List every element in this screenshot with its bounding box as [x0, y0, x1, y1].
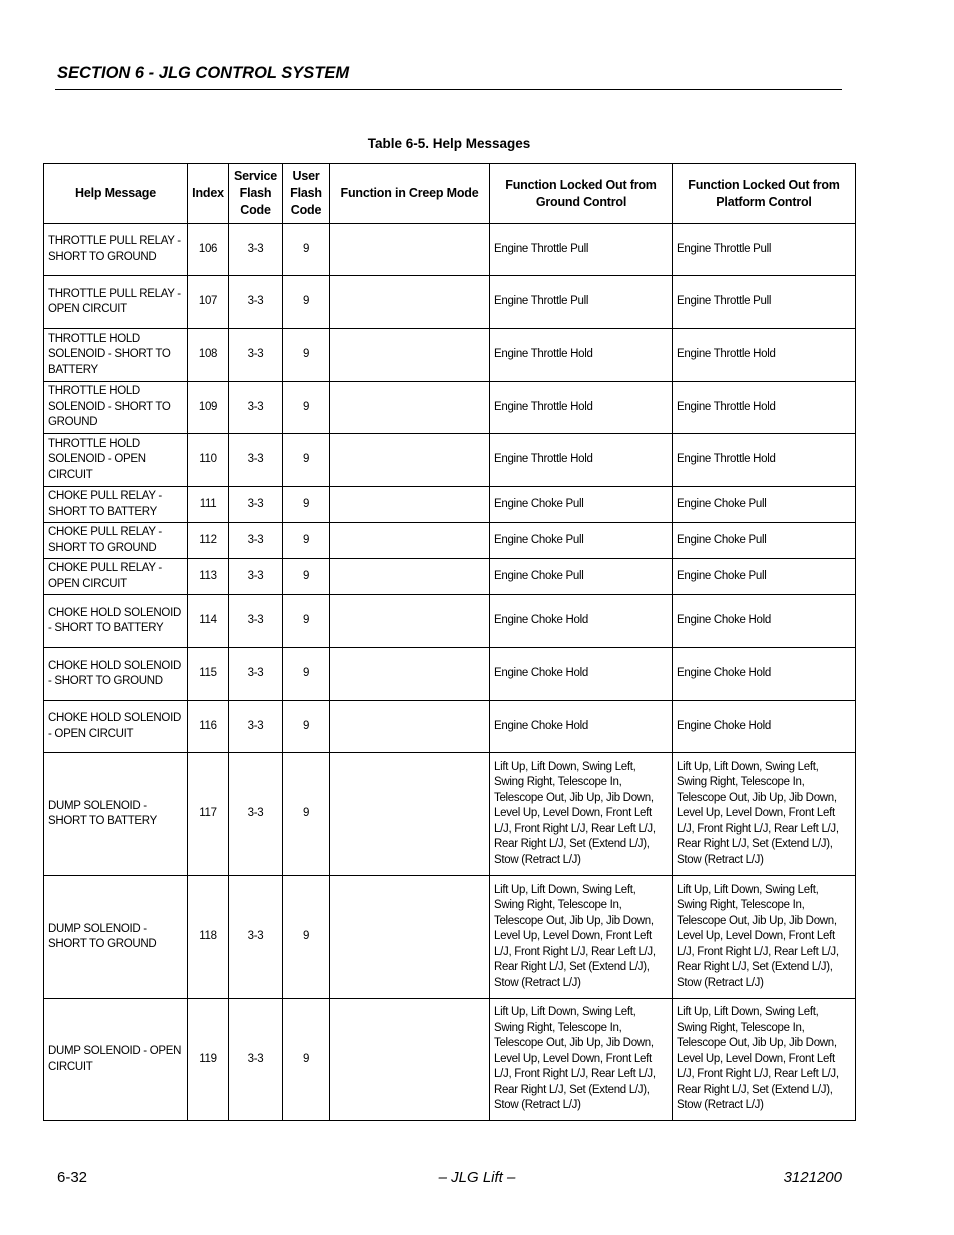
table-row [44, 487, 856, 523]
user-flash-code: 9 [283, 876, 330, 999]
help-message: DUMP SOLENOID - OPEN CIRCUIT [44, 999, 188, 1121]
help-message: THROTTLE HOLD SOLENOID - SHORT TO GROUND [44, 382, 188, 434]
platform-lockout: Engine Choke Pull [673, 523, 856, 559]
service-flash-code: 3-3 [229, 753, 283, 876]
help-message: CHOKE HOLD SOLENOID - SHORT TO BATTERY [44, 595, 188, 648]
table-row [44, 876, 856, 999]
help-message: CHOKE HOLD SOLENOID - SHORT TO GROUND [44, 648, 188, 701]
table-row [44, 329, 856, 382]
table-row [44, 648, 856, 701]
index: 118 [188, 876, 229, 999]
table-row [44, 523, 856, 559]
service-flash-code: 3-3 [229, 487, 283, 523]
creep-mode [330, 648, 490, 701]
header-creep-mode: Function in Creep Mode [330, 164, 490, 224]
index: 112 [188, 523, 229, 559]
service-flash-code: 3-3 [229, 595, 283, 648]
index: 114 [188, 595, 229, 648]
index: 106 [188, 224, 229, 276]
table-row [44, 595, 856, 648]
creep-mode [330, 595, 490, 648]
creep-mode [330, 701, 490, 753]
header-service-flash-code: Service Flash Code [229, 164, 283, 224]
service-flash-code: 3-3 [229, 648, 283, 701]
table-row [44, 276, 856, 329]
user-flash-code: 9 [283, 382, 330, 434]
index: 107 [188, 276, 229, 329]
ground-lockout: Engine Choke Pull [490, 559, 673, 595]
platform-lockout: Engine Choke Hold [673, 648, 856, 701]
table-header-row [44, 164, 856, 224]
user-flash-code: 9 [283, 559, 330, 595]
index: 115 [188, 648, 229, 701]
creep-mode [330, 276, 490, 329]
creep-mode [330, 329, 490, 382]
service-flash-code: 3-3 [229, 224, 283, 276]
creep-mode [330, 382, 490, 434]
platform-lockout: Engine Throttle Hold [673, 434, 856, 487]
help-message: THROTTLE HOLD SOLENOID - OPEN CIRCUIT [44, 434, 188, 487]
user-flash-code: 9 [283, 434, 330, 487]
index: 117 [188, 753, 229, 876]
platform-lockout: Engine Choke Pull [673, 559, 856, 595]
table-row [44, 382, 856, 434]
document-number: 3121200 [783, 1169, 842, 1186]
ground-lockout: Engine Choke Hold [490, 701, 673, 753]
service-flash-code: 3-3 [229, 701, 283, 753]
ground-lockout: Lift Up, Lift Down, Swing Left, Swing Right, Telescope In, Telescope Out, Jib Up, Jib Down, Level Up, Level Down, Front Left L/J, Front Right L/J, Rear Left L/J, Rear Right L/J, Set (Extend L/J), Stow (Retract L/J) [490, 876, 673, 999]
platform-lockout: Lift Up, Lift Down, Swing Left, Swing Right, Telescope In, Telescope Out, Jib Up, Jib Down, Level Up, Level Down, Front Left L/J, Front Right L/J, Rear Left L/J, Rear Right L/J, Set (Extend L/J), Stow (Retract L/J) [673, 999, 856, 1121]
index: 109 [188, 382, 229, 434]
ground-lockout: Engine Choke Hold [490, 595, 673, 648]
creep-mode [330, 487, 490, 523]
platform-lockout: Engine Throttle Pull [673, 224, 856, 276]
service-flash-code: 3-3 [229, 329, 283, 382]
footer-brand: – JLG Lift – [438, 1169, 516, 1186]
index: 111 [188, 487, 229, 523]
creep-mode [330, 999, 490, 1121]
service-flash-code: 3-3 [229, 876, 283, 999]
help-messages-table [43, 163, 856, 1121]
ground-lockout: Lift Up, Lift Down, Swing Left, Swing Right, Telescope In, Telescope Out, Jib Up, Jib Down, Level Up, Level Down, Front Left L/J, Front Right L/J, Rear Left L/J, Rear Right L/J, Set (Extend L/J), Stow (Retract L/J) [490, 753, 673, 876]
help-message: DUMP SOLENOID - SHORT TO BATTERY [44, 753, 188, 876]
help-message: CHOKE PULL RELAY - SHORT TO BATTERY [44, 487, 188, 523]
section-title: SECTION 6 - JLG CONTROL SYSTEM [57, 64, 350, 82]
user-flash-code: 9 [283, 648, 330, 701]
user-flash-code: 9 [283, 276, 330, 329]
ground-lockout: Engine Throttle Pull [490, 276, 673, 329]
platform-lockout: Engine Throttle Pull [673, 276, 856, 329]
ground-lockout: Engine Choke Pull [490, 523, 673, 559]
ground-lockout: Engine Choke Hold [490, 648, 673, 701]
table-row [44, 434, 856, 487]
table-caption: Table 6-5. Help Messages [367, 136, 531, 151]
platform-lockout: Engine Throttle Hold [673, 382, 856, 434]
platform-lockout: Engine Choke Hold [673, 701, 856, 753]
header-help-message: Help Message [44, 164, 188, 224]
platform-lockout: Lift Up, Lift Down, Swing Left, Swing Right, Telescope In, Telescope Out, Jib Up, Jib Down, Level Up, Level Down, Front Left L/J, Front Right L/J, Rear Left L/J, Rear Right L/J, Set (Extend L/J), Stow (Retract L/J) [673, 876, 856, 999]
user-flash-code: 9 [283, 487, 330, 523]
creep-mode [330, 753, 490, 876]
user-flash-code: 9 [283, 329, 330, 382]
creep-mode [330, 523, 490, 559]
index: 110 [188, 434, 229, 487]
platform-lockout: Engine Choke Hold [673, 595, 856, 648]
header-ground-lockout: Function Locked Out from Ground Control [490, 164, 673, 224]
table-row [44, 999, 856, 1121]
index: 119 [188, 999, 229, 1121]
user-flash-code: 9 [283, 224, 330, 276]
table-row [44, 701, 856, 753]
ground-lockout: Engine Choke Pull [490, 487, 673, 523]
creep-mode [330, 434, 490, 487]
index: 116 [188, 701, 229, 753]
creep-mode [330, 224, 490, 276]
table-row [44, 224, 856, 276]
help-message: CHOKE PULL RELAY - SHORT TO GROUND [44, 523, 188, 559]
service-flash-code: 3-3 [229, 434, 283, 487]
header-user-flash-code: User Flash Code [283, 164, 330, 224]
ground-lockout: Lift Up, Lift Down, Swing Left, Swing Right, Telescope In, Telescope Out, Jib Up, Jib Down, Level Up, Level Down, Front Left L/J, Front Right L/J, Rear Left L/J, Rear Right L/J, Set (Extend L/J), Stow (Retract L/J) [490, 999, 673, 1121]
creep-mode [330, 876, 490, 999]
ground-lockout: Engine Throttle Hold [490, 329, 673, 382]
help-message: CHOKE HOLD SOLENOID - OPEN CIRCUIT [44, 701, 188, 753]
platform-lockout: Engine Throttle Hold [673, 329, 856, 382]
platform-lockout: Engine Choke Pull [673, 487, 856, 523]
index: 113 [188, 559, 229, 595]
service-flash-code: 3-3 [229, 523, 283, 559]
table-row [44, 753, 856, 876]
service-flash-code: 3-3 [229, 559, 283, 595]
creep-mode [330, 559, 490, 595]
help-message: THROTTLE PULL RELAY - OPEN CIRCUIT [44, 276, 188, 329]
user-flash-code: 9 [283, 523, 330, 559]
ground-lockout: Engine Throttle Hold [490, 434, 673, 487]
header-rule [55, 89, 842, 90]
ground-lockout: Engine Throttle Hold [490, 382, 673, 434]
user-flash-code: 9 [283, 701, 330, 753]
user-flash-code: 9 [283, 595, 330, 648]
table-row [44, 559, 856, 595]
user-flash-code: 9 [283, 999, 330, 1121]
header-index: Index [188, 164, 229, 224]
platform-lockout: Lift Up, Lift Down, Swing Left, Swing Right, Telescope In, Telescope Out, Jib Up, Jib Down, Level Up, Level Down, Front Left L/J, Front Right L/J, Rear Left L/J, Rear Right L/J, Set (Extend L/J), Stow (Retract L/J) [673, 753, 856, 876]
user-flash-code: 9 [283, 753, 330, 876]
index: 108 [188, 329, 229, 382]
service-flash-code: 3-3 [229, 276, 283, 329]
service-flash-code: 3-3 [229, 999, 283, 1121]
help-message: CHOKE PULL RELAY - OPEN CIRCUIT [44, 559, 188, 595]
ground-lockout: Engine Throttle Pull [490, 224, 673, 276]
help-message: DUMP SOLENOID - SHORT TO GROUND [44, 876, 188, 999]
page-number: 6-32 [57, 1169, 88, 1186]
header-platform-lockout: Function Locked Out from Platform Control [673, 164, 856, 224]
service-flash-code: 3-3 [229, 382, 283, 434]
help-message: THROTTLE PULL RELAY - SHORT TO GROUND [44, 224, 188, 276]
help-message: THROTTLE HOLD SOLENOID - SHORT TO BATTERY [44, 329, 188, 382]
